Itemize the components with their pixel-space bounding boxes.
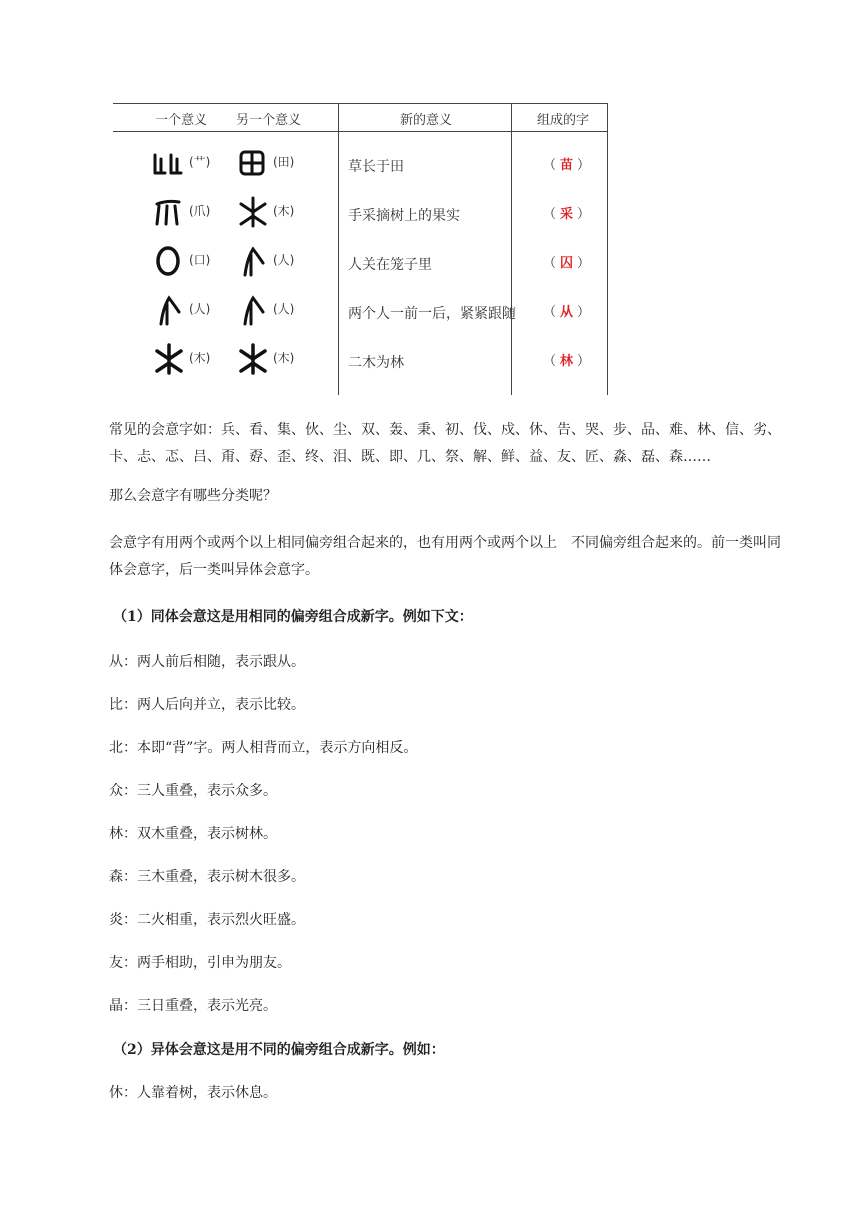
ancient-mouth-glyph (151, 243, 187, 279)
list-item: 友：两手相助，引申为朋友。 (109, 955, 291, 971)
answer-char: 采 (560, 207, 574, 222)
ancient-tree-glyph (235, 194, 271, 230)
section-heading-same-body: （1）同体会意这是用相同的偏旁组合成新字。例如下文： (113, 609, 473, 625)
modern-radical: (木) (273, 204, 295, 218)
new-meaning: 二木为林 (348, 355, 404, 371)
section-heading-diff-body: （2）异体会意这是用不同的偏旁组合成新字。例如： (113, 1042, 445, 1058)
ancient-tree-glyph (151, 341, 187, 377)
table-row (113, 141, 608, 189)
list-item: 晶：三日重叠，表示光亮。 (109, 998, 277, 1014)
ancient-grass-glyph (151, 145, 187, 181)
new-meaning: 两个人一前一后，紧紧跟随 (348, 306, 516, 322)
new-meaning: 草长于田 (348, 159, 404, 175)
modern-radical: (爪) (189, 204, 211, 218)
modern-radical: (艹) (189, 155, 211, 169)
list-item: 炎：二火相重，表示烈火旺盛。 (109, 912, 305, 928)
composed-char: （ 囚 ） (543, 256, 591, 271)
modern-radical: (田) (273, 155, 295, 169)
modern-radical: (木) (189, 351, 211, 365)
composed-char: （ 苗 ） (543, 158, 591, 173)
modern-radical: (木) (273, 351, 295, 365)
table-row (113, 239, 608, 287)
table-row (113, 337, 608, 385)
table-header (113, 103, 608, 132)
ancient-field-glyph (235, 145, 271, 181)
table-row (113, 190, 608, 238)
modern-radical: (人) (273, 302, 295, 316)
new-meaning: 人关在笼子里 (348, 257, 432, 273)
paragraph-examples: 常见的会意字如：兵、看、集、伙、尘、双、轰、秉、初、伐、戍、休、告、哭、步、品、难、林、信、劣、卡、忐、忑、吕、甭、孬、歪、终、泪、既、即、几、祭、解、鲜、益、友、匠、淼、磊、森…… (109, 422, 781, 465)
new-meaning: 手采摘树上的果实 (348, 208, 460, 224)
character-table (113, 103, 608, 395)
answer-char: 囚 (560, 256, 574, 271)
ancient-tree-glyph (235, 341, 271, 377)
header-meaning-one: 一个意义 (155, 113, 208, 128)
modern-radical: (人) (273, 253, 295, 267)
ancient-person-glyph (151, 292, 187, 328)
answer-char: 林 (560, 354, 574, 369)
composed-char: （ 林 ） (543, 354, 591, 369)
ancient-person-glyph (235, 243, 271, 279)
composed-char: （ 采 ） (543, 207, 591, 222)
ancient-claw-glyph (151, 194, 187, 230)
list-item: 从：两人前后相随，表示跟从。 (109, 654, 305, 670)
paragraph-definition: 会意字有用两个或两个以上相同偏旁组合起来的，也有用两个或两个以上 不同偏旁组合起来的。前一类叫同体会意字，后一类叫异体会意字。 (109, 535, 781, 578)
header-new-meaning: 新的意义 (400, 113, 453, 128)
answer-char: 苗 (560, 158, 574, 173)
table-row (113, 288, 608, 336)
header-composed-char: 组成的字 (537, 113, 590, 128)
list-item: 众：三人重叠，表示众多。 (109, 783, 277, 799)
list-item: 北：本即“背”字。两人相背而立，表示方向相反。 (109, 740, 418, 756)
list-item: 比：两人后向并立，表示比较。 (109, 697, 305, 713)
modern-radical: (人) (189, 302, 211, 316)
list-item: 森：三木重叠，表示树木很多。 (109, 869, 305, 885)
modern-radical: (口) (189, 253, 211, 267)
ancient-person-glyph (235, 292, 271, 328)
list-item: 林：双木重叠，表示树林。 (109, 826, 277, 842)
paragraph-question: 那么会意字有哪些分类呢？ (109, 488, 277, 504)
answer-char: 从 (560, 305, 574, 320)
composed-char: （ 从 ） (543, 305, 591, 320)
list-item: 休：人靠着树，表示休息。 (109, 1085, 277, 1101)
header-meaning-two: 另一个意义 (236, 113, 302, 128)
